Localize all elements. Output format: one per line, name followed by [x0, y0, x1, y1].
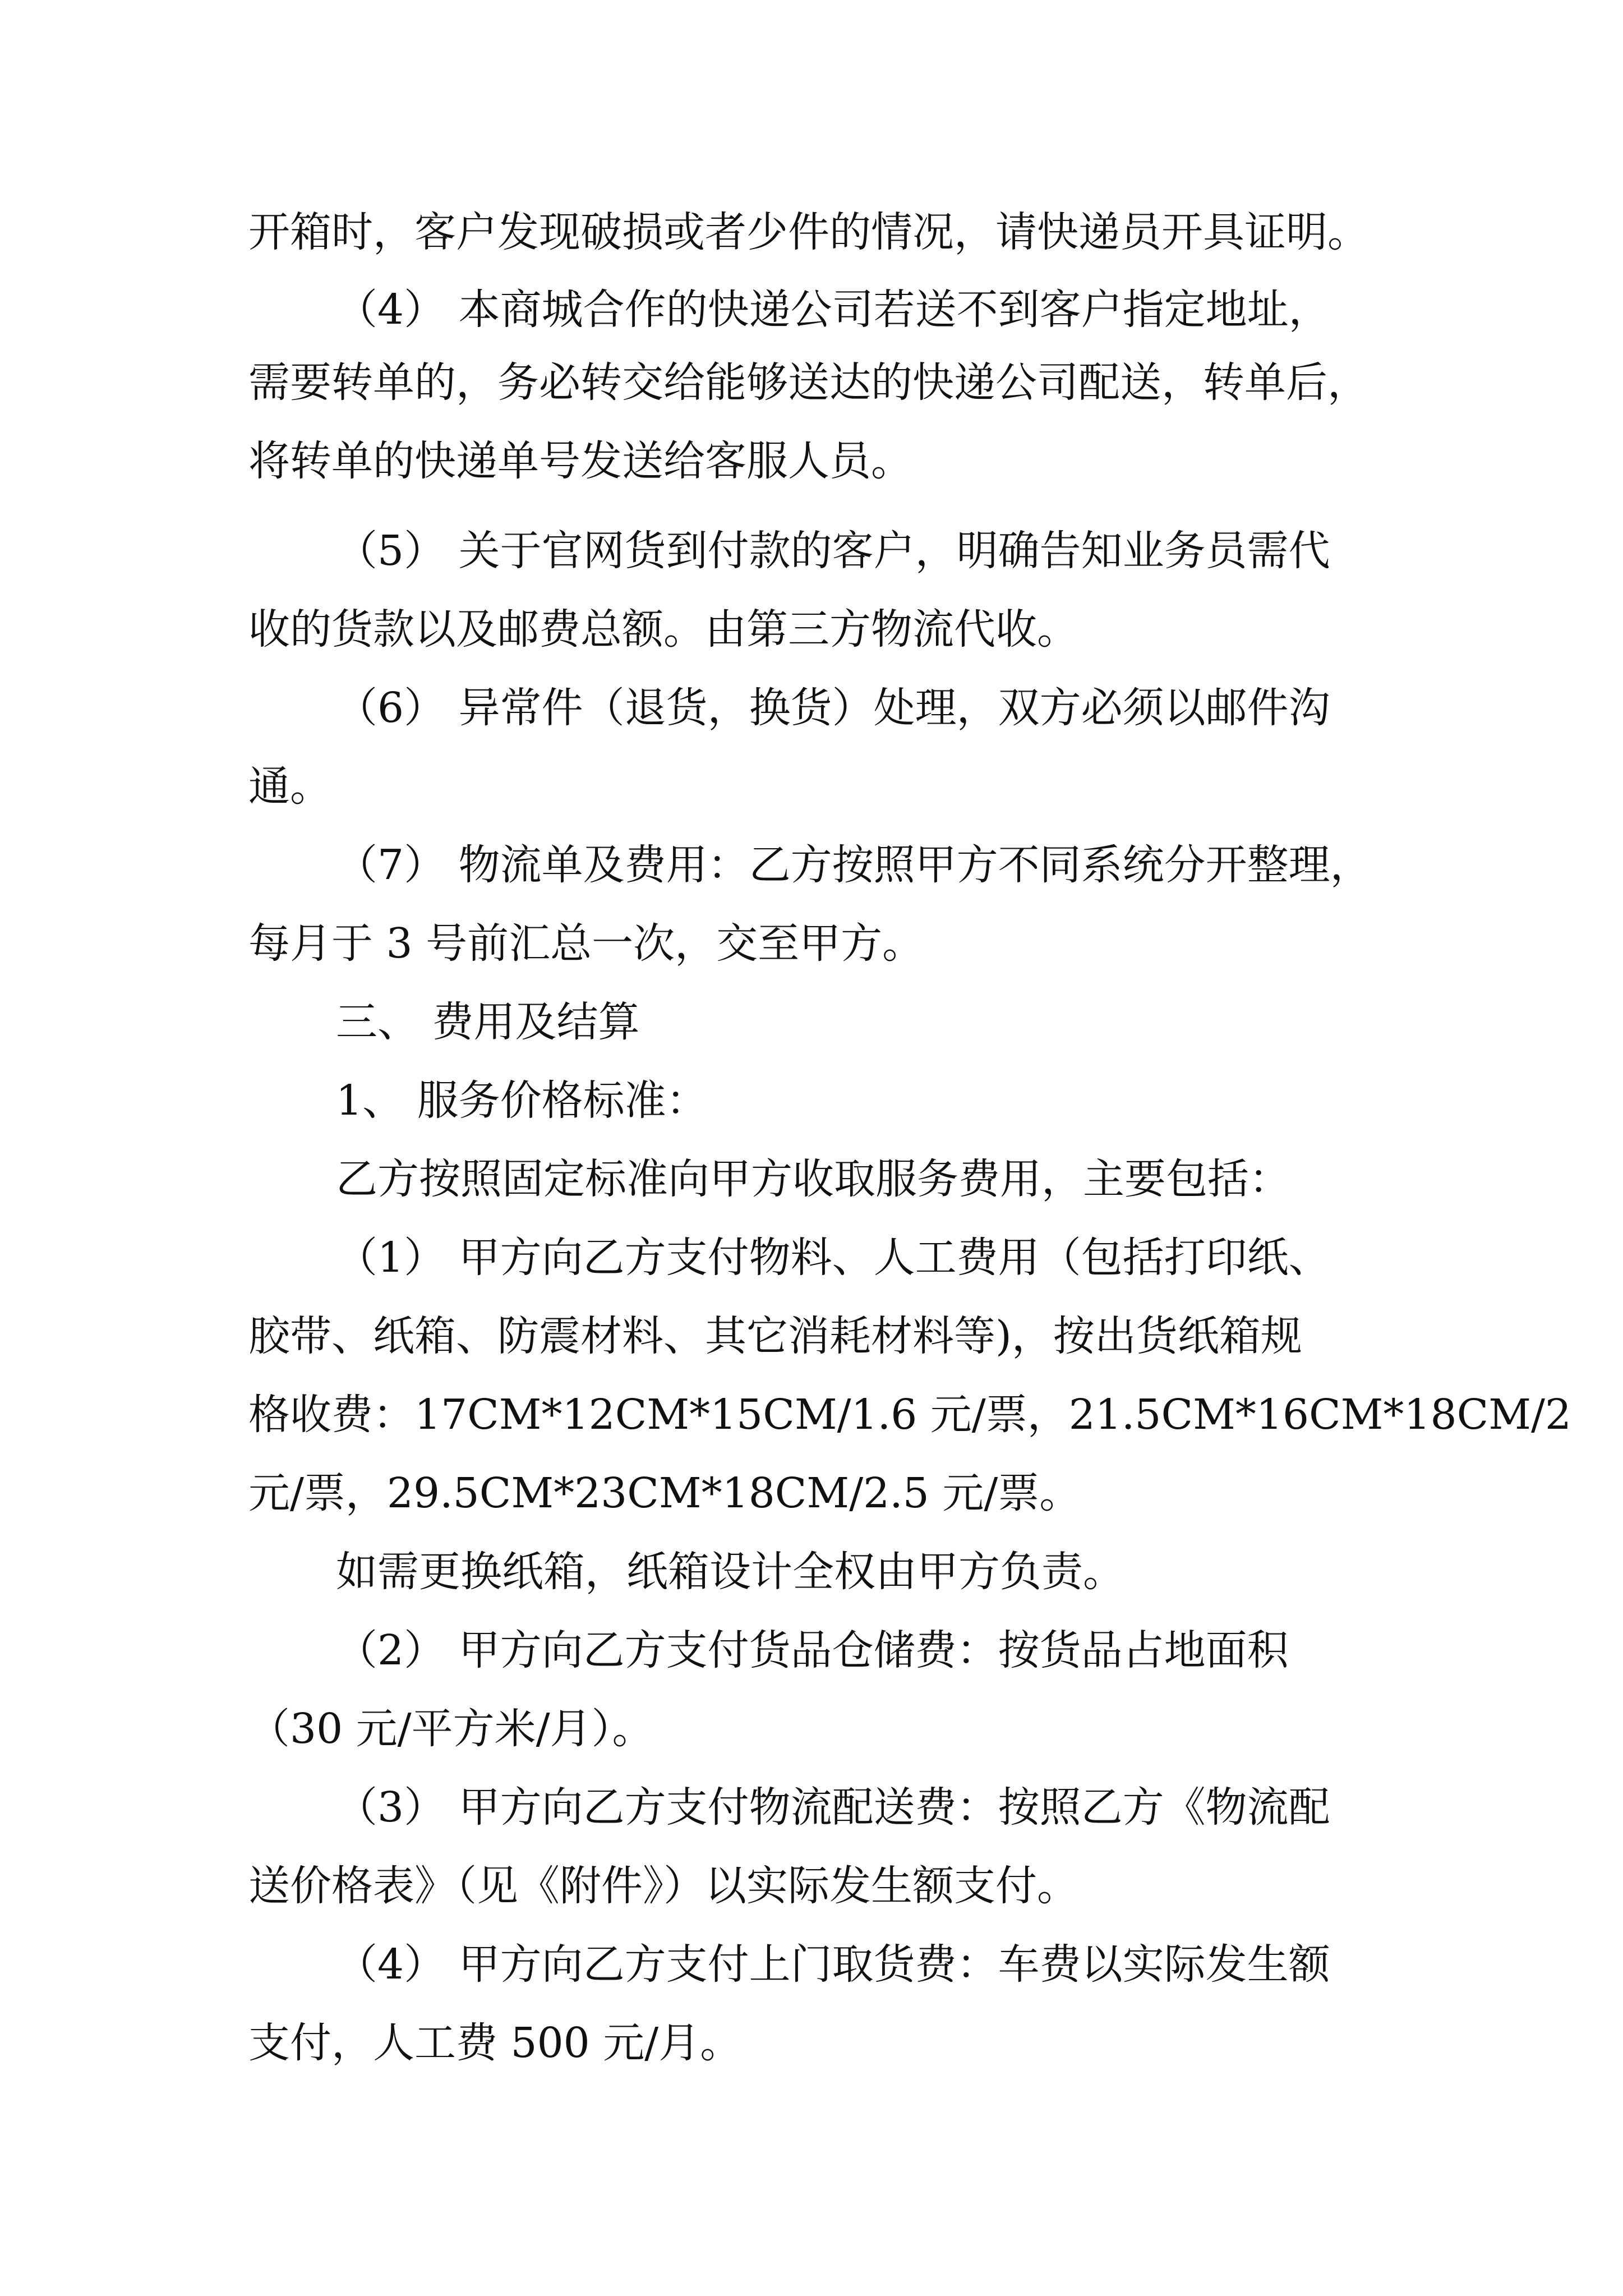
text-line: 乙方按照固定标准向甲方收取服务费用，主要包括： — [336, 1155, 1290, 1203]
text-line: 格收费：17CM*12CM*15CM/1.6 元/票，21.5CM*16CM*18CM/2 — [248, 1391, 1572, 1439]
text-line: 送价格表》（见《附件》）以实际发生额支付。 — [248, 1862, 1078, 1910]
text-line: 胶带、纸箱、防震材料、其它消耗材料等)，按出货纸箱规 — [248, 1312, 1302, 1360]
text-line: （2） 甲方向乙方支付货品仓储费：按货品占地面积 — [336, 1626, 1289, 1674]
text-line: （4） 甲方向乙方支付上门取货费：车费以实际发生额 — [336, 1940, 1330, 1989]
text-line: （6） 异常件（退货，换货）处理，双方必须以邮件沟 — [336, 684, 1330, 732]
text-line: （7） 物流单及费用：乙方按照甲方不同系统分开整理， — [336, 841, 1372, 889]
text-line: （3） 甲方向乙方支付物流配送费：按照乙方《物流配 — [336, 1783, 1330, 1832]
text-line: 需要转单的，务必转交给能够送达的快递公司配送，转单后， — [248, 358, 1369, 407]
subsection-heading: 1、 服务价格标准： — [336, 1076, 708, 1125]
text-line: 元/票，29.5CM*23CM*18CM/2.5 元/票。 — [248, 1469, 1081, 1517]
text-line: 支付，人工费 500 元/月。 — [248, 2019, 742, 2067]
text-line: 开箱时，客户发现破损或者少件的情况，请快递员开具证明。 — [248, 208, 1369, 256]
section-heading: 三、 费用及结算 — [336, 998, 640, 1046]
text-line: （5） 关于官网货到付款的客户，明确告知业务员需代 — [336, 527, 1330, 575]
text-line: 通。 — [248, 762, 331, 811]
text-line: 每月于 3 号前汇总一次，交至甲方。 — [248, 919, 924, 968]
text-line: 将转单的快递单号发送给客服人员。 — [248, 437, 912, 485]
text-line: （30 元/平方米/月）。 — [248, 1705, 654, 1753]
text-line: 如需更换纸箱，纸箱设计全权由甲方负责。 — [336, 1548, 1124, 1596]
text-line: 收的货款以及邮费总额。由第三方物流代收。 — [248, 605, 1078, 654]
text-line: （1） 甲方向乙方支付物料、人工费用（包括打印纸、 — [336, 1234, 1330, 1282]
text-line: （4） 本商城合作的快递公司若送不到客户指定地址， — [336, 286, 1330, 334]
